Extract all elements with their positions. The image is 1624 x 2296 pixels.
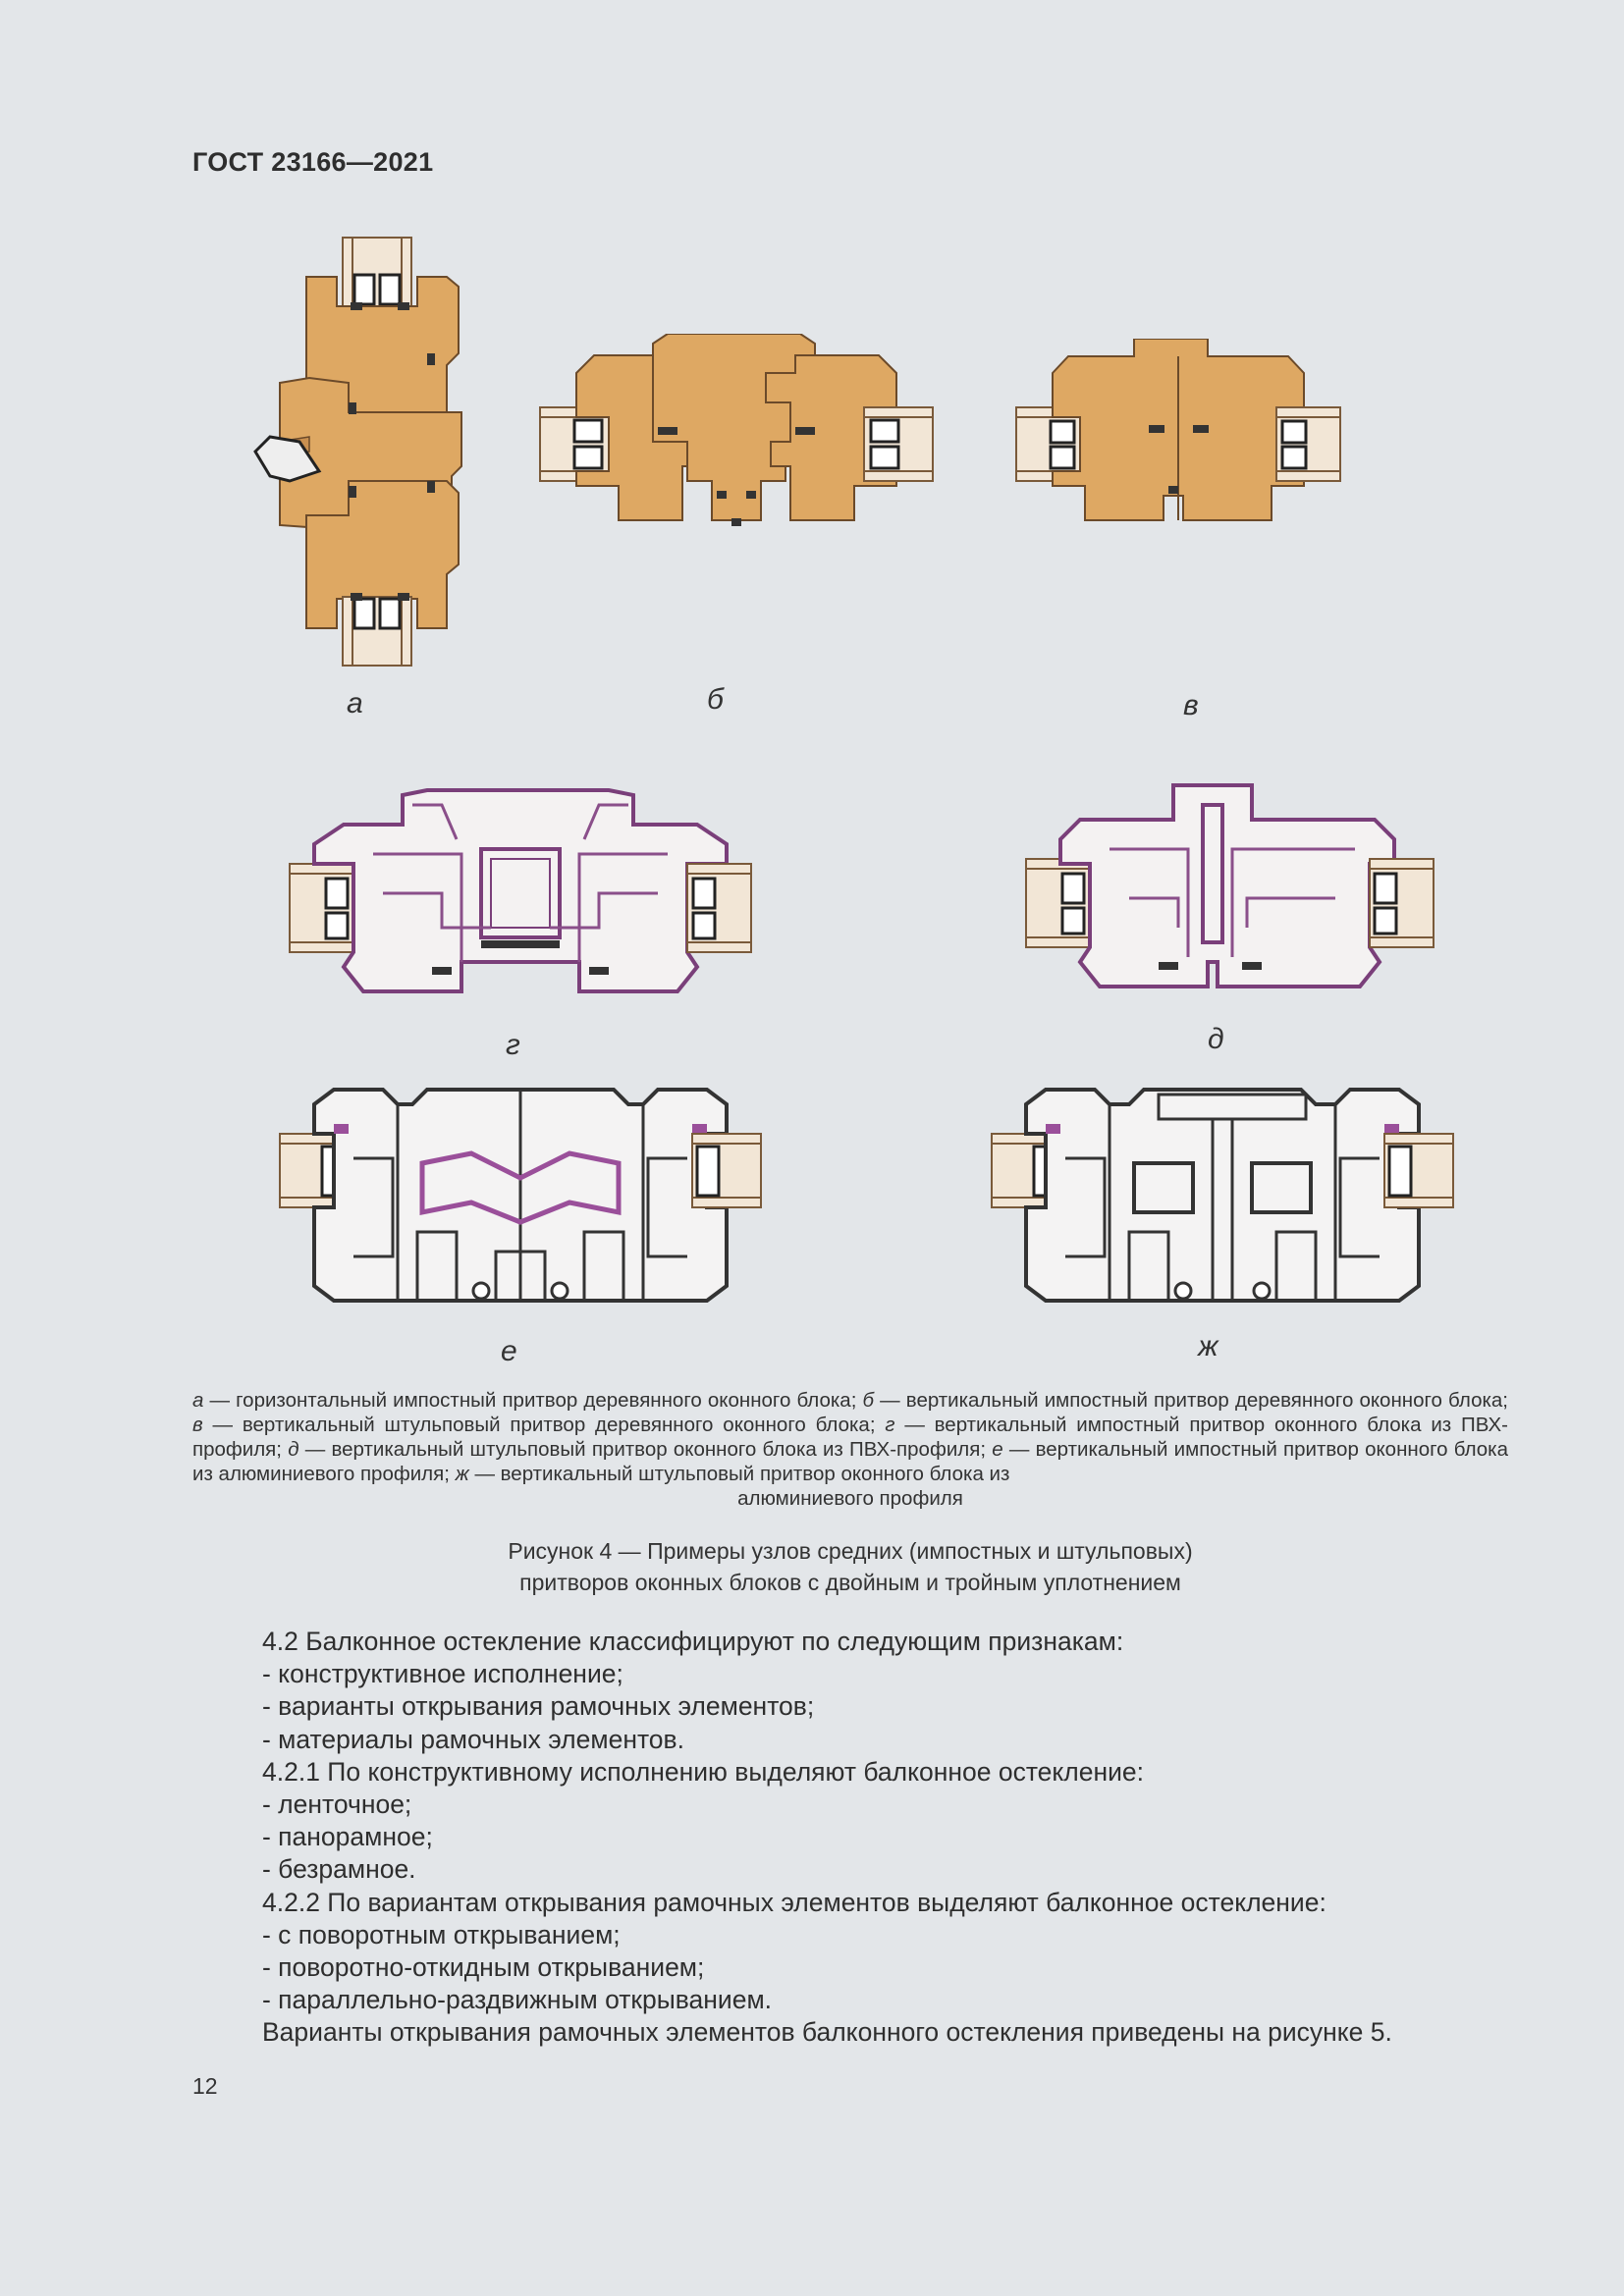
body-line: - ленточное; xyxy=(262,1789,412,1820)
figure-e-aluminium-vertical-impost xyxy=(275,1085,766,1306)
legend-key: б xyxy=(862,1389,875,1412)
figure-label-a: а xyxy=(347,687,363,720)
body-line: - с поворотным открыванием; xyxy=(262,1919,621,1949)
figure-a-wood-horizontal-impost xyxy=(250,236,471,667)
glass-unit-left xyxy=(540,407,609,481)
figure-label-e: е xyxy=(501,1335,517,1367)
figure-label-g: г xyxy=(506,1029,520,1061)
figure-caption xyxy=(192,1535,1508,1598)
legend-key: а xyxy=(192,1389,204,1412)
figure-v-wood-vertical-mullion xyxy=(1011,339,1345,530)
figure-g-pvc-vertical-impost xyxy=(285,785,756,1001)
caption-line-1: Рисунок 4 — Примеры узлов средних (импостных и штульповых) xyxy=(508,1538,1193,1564)
figure-legend xyxy=(192,1388,1508,1511)
body-line: - панорамное; xyxy=(262,1822,433,1852)
body-line: - конструктивное исполнение; xyxy=(262,1659,623,1689)
legend-key: в xyxy=(192,1414,203,1436)
legend-text: — горизонтальный импостный притвор деревянного оконного блока; xyxy=(203,1389,863,1412)
page-number: 12 xyxy=(192,2073,218,2099)
legend-key: г xyxy=(885,1414,895,1436)
caption-line-2: притворов оконных блоков с двойным и тройным уплотнением xyxy=(519,1570,1181,1595)
legend-text: — вертикальный импостный притвор деревянного оконного блока; xyxy=(874,1389,1508,1412)
body-line: 4.2.1 По конструктивному исполнению выделяют балконное остекление: xyxy=(262,1756,1145,1787)
figure-zh-aluminium-vertical-mullion xyxy=(987,1085,1458,1306)
body-line: 4.2.2 По вариантам открывания рамочных элементов выделяют балконное остекление: xyxy=(262,1887,1326,1917)
legend-key: д xyxy=(288,1438,299,1461)
figure-d-pvc-vertical-mullion xyxy=(1021,780,1438,996)
body-line: - варианты открывания рамочных элементов; xyxy=(262,1691,815,1722)
glass-unit-right xyxy=(864,407,933,481)
legend-key: ж xyxy=(455,1463,469,1485)
body-line: Варианты открывания рамочных элементов балконного остекления приведены на рисунке 5. xyxy=(262,2017,1392,2048)
body-line: - поворотно-откидным открыванием; xyxy=(262,1952,705,1983)
legend-last-line: алюминиевого профиля xyxy=(737,1487,963,1510)
legend-text: — вертикальный штульповый притвор деревянного оконного блока; xyxy=(202,1414,886,1436)
section-4-2-text xyxy=(262,1626,1539,2050)
body-line: 4.2 Балконное остекление классифицируют по следующим признакам: xyxy=(262,1627,1124,1656)
body-line: - параллельно-раздвижным открыванием. xyxy=(262,1985,773,2015)
figure-label-zh: ж xyxy=(1198,1330,1218,1362)
legend-key: е xyxy=(992,1438,1003,1461)
body-line: - безрамное. xyxy=(262,1854,416,1885)
figure-b-wood-vertical-impost xyxy=(535,334,938,535)
document-header: ГОСТ 23166—2021 xyxy=(192,147,434,177)
figure-label-v: в xyxy=(1183,689,1199,721)
legend-text: — вертикальный штульповый притвор оконного блока из ПВХ-профиля; xyxy=(298,1438,993,1461)
legend-text: — вертикальный импостный притвор оконного блока из алюминиевого профиля; xyxy=(192,1438,1508,1485)
legend-text: — вертикальный импостный притвор оконного блока из ПВХ-профиля; xyxy=(192,1414,1509,1461)
figure-label-d: д xyxy=(1208,1023,1224,1055)
legend-text: — вертикальный штульповый притвор оконного блока из xyxy=(468,1463,1010,1485)
figure-label-b: б xyxy=(707,683,724,716)
body-line: - материалы рамочных элементов. xyxy=(262,1724,684,1754)
